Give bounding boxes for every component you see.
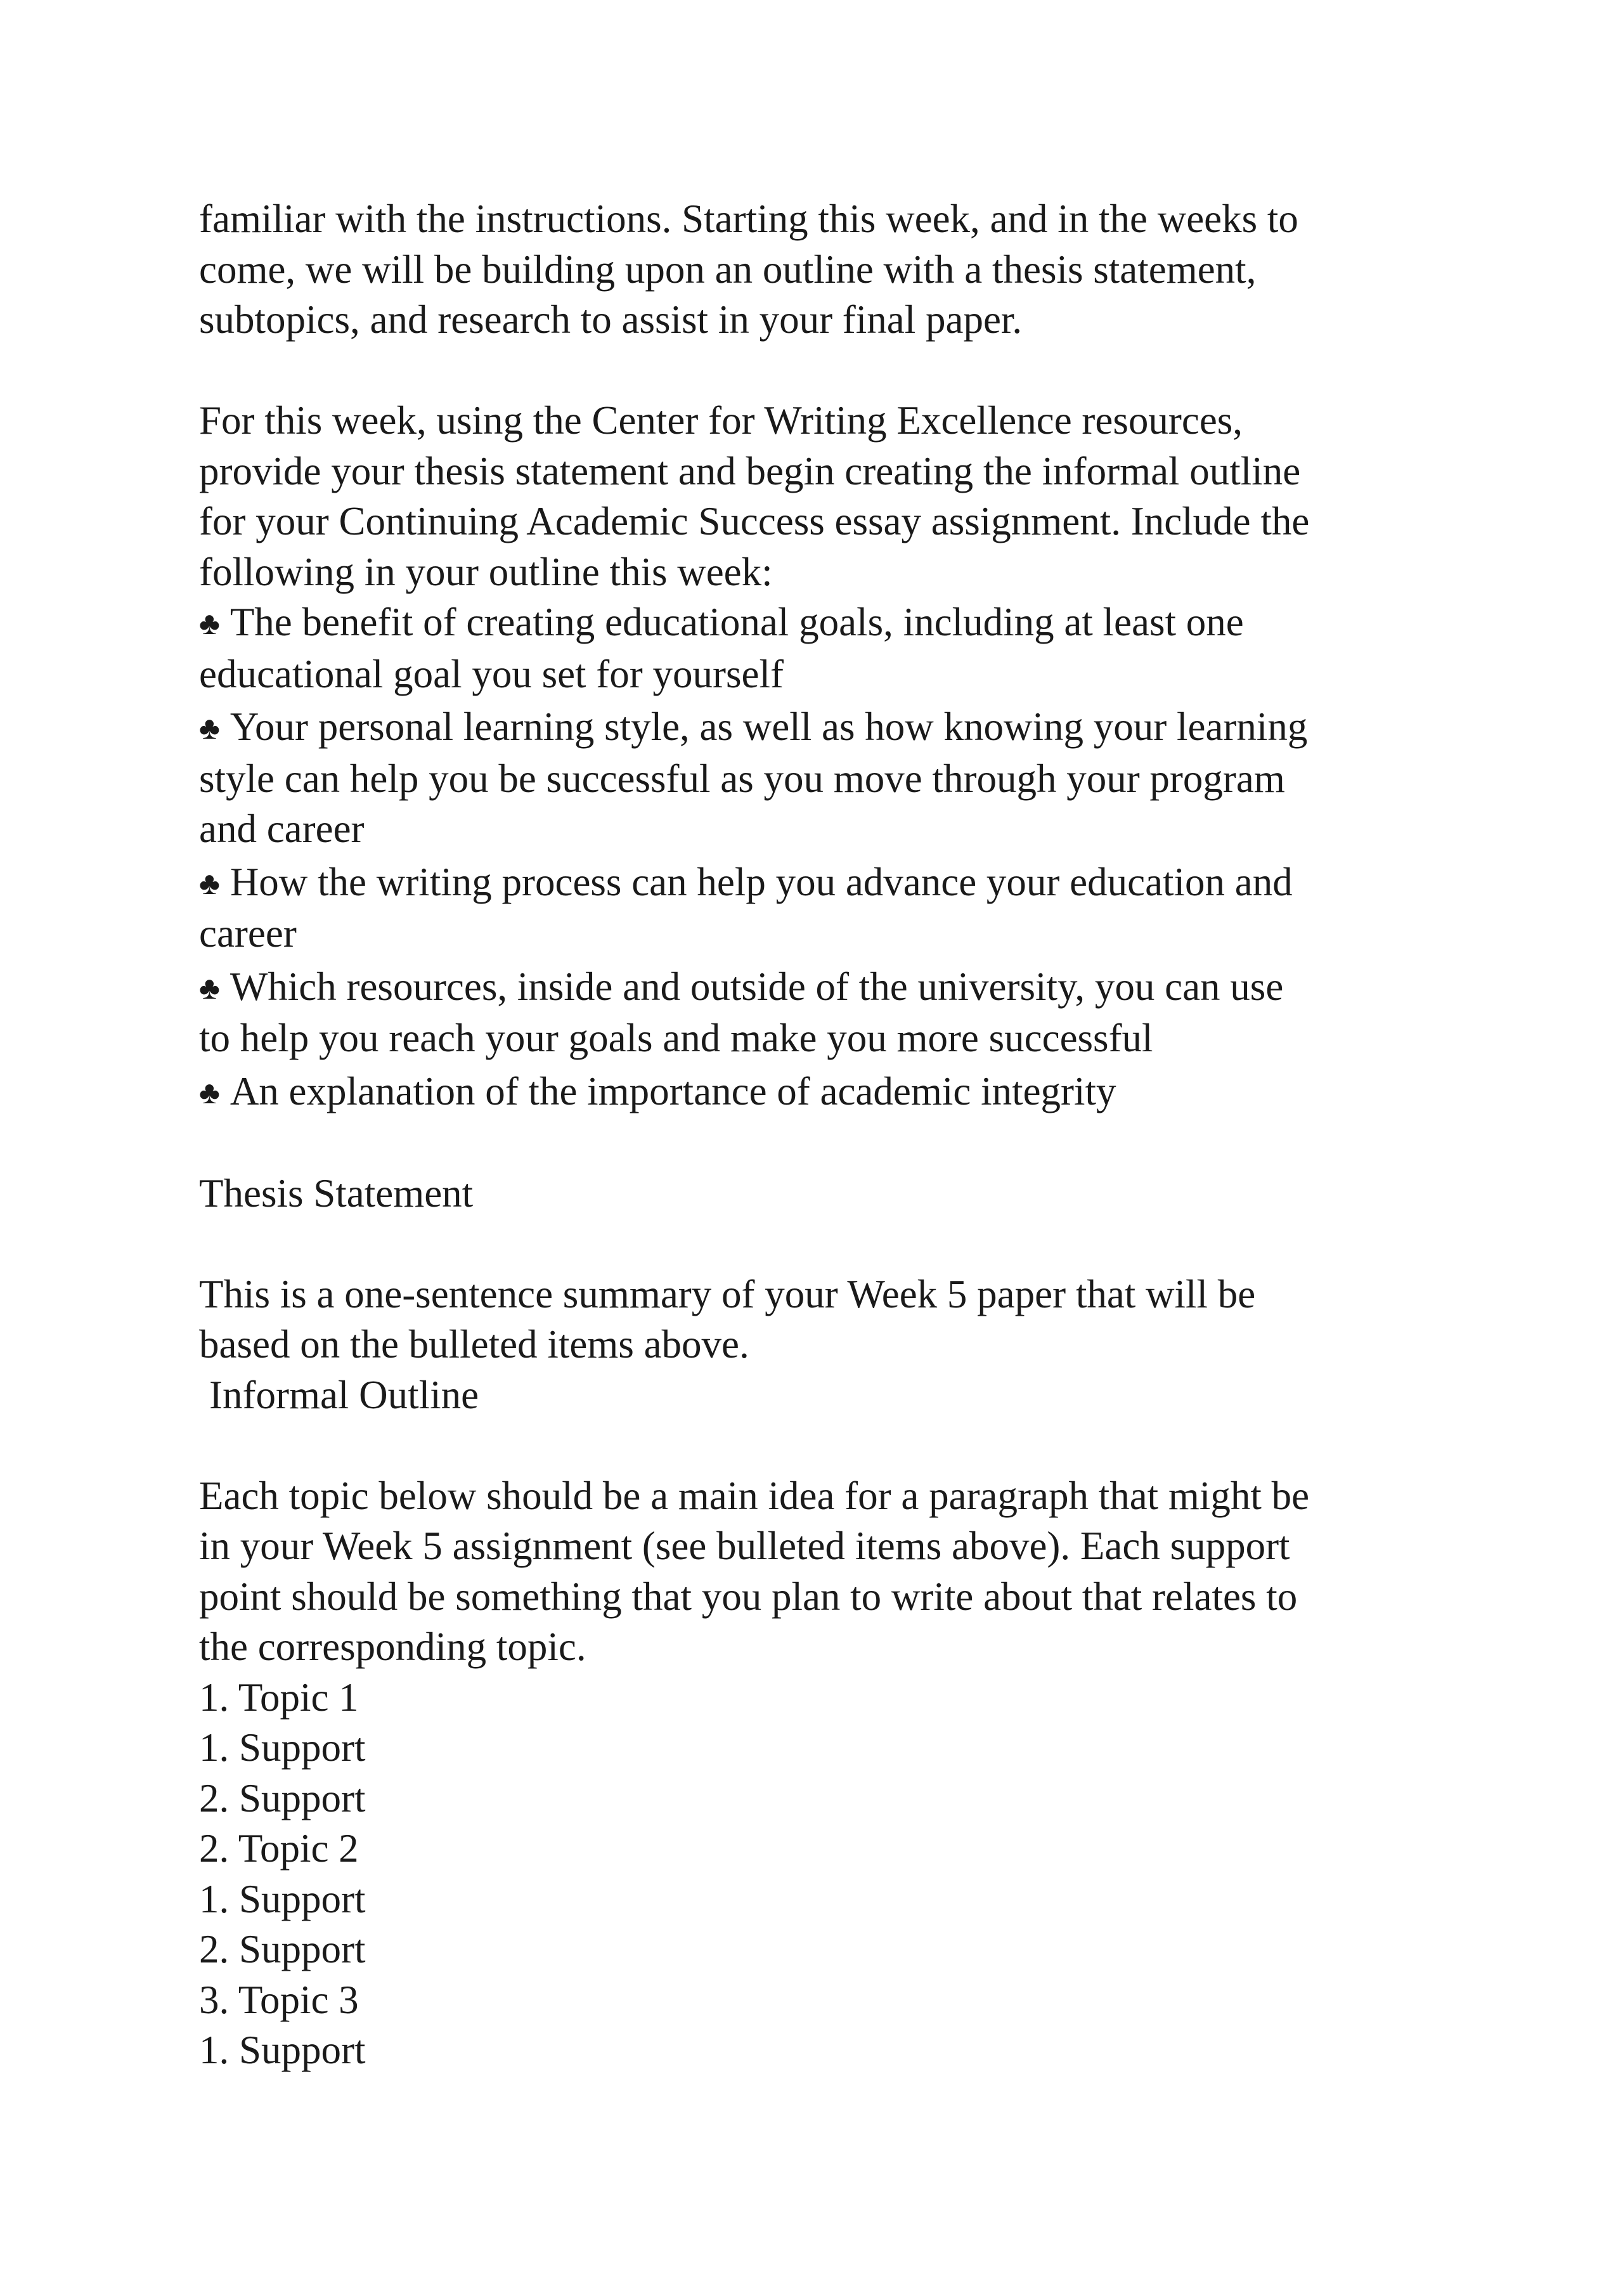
text-line: familiar with the instructions. Starting this week, and in the weeks to	[199, 197, 1298, 241]
text-line: come, we will be building upon an outline with a thesis statement,	[199, 247, 1257, 292]
bullet-text: educational goal you set for yourself	[199, 651, 784, 696]
club-icon: ♣	[199, 606, 220, 641]
bullet-text: The benefit of creating educational goals, including at least one	[230, 600, 1244, 644]
bullet-text: An explanation of the importance of academic integrity	[230, 1068, 1116, 1113]
paragraph-spacer	[199, 346, 1467, 396]
bullet-item	[199, 857, 1467, 959]
bullet-text: style can help you be successful as you move through your program	[199, 756, 1285, 801]
club-icon: ♣	[199, 865, 220, 901]
outline-heading: Informal Outline	[209, 1372, 479, 1417]
thesis-description	[199, 1269, 1467, 1370]
text-line: Each topic below should be a main idea for a paragraph that might be	[199, 1473, 1310, 1518]
instructions-paragraph	[199, 396, 1467, 597]
outline-topic: 3. Topic 3	[199, 1977, 359, 2022]
outline-support: 2. Support	[199, 1775, 366, 1820]
outline-support: 2. Support	[199, 1927, 366, 1971]
bullet-text: to help you reach your goals and make you more successful	[199, 1016, 1153, 1060]
bullet-item	[199, 597, 1467, 699]
club-icon: ♣	[199, 970, 220, 1006]
text-line: for your Continuing Academic Success essay assignment. Include the	[199, 499, 1310, 543]
bullet-text: Which resources, inside and outside of the university, you can use	[230, 964, 1284, 1009]
bullet-text: How the writing process can help you advance your education and	[230, 859, 1293, 904]
outline-topic: 2. Topic 2	[199, 1826, 359, 1871]
bullet-item	[199, 962, 1467, 1064]
club-icon: ♣	[199, 710, 220, 746]
bullet-text: and career	[199, 807, 365, 851]
bullet-text: Your personal learning style, as well as how knowing your learning	[230, 704, 1308, 749]
text-line: point should be something that you plan to write about that relates to	[199, 1574, 1298, 1619]
outline-description	[199, 1471, 1467, 1673]
bullet-text: career	[199, 911, 297, 956]
bullet-item	[199, 1067, 1467, 1119]
club-icon: ♣	[199, 1074, 220, 1110]
outline-list	[199, 1673, 1467, 2076]
text-line: This is a one-sentence summary of your Week 5 paper that will be	[199, 1271, 1256, 1316]
text-line: subtopics, and research to assist in your final paper.	[199, 297, 1023, 342]
outline-support: 1. Support	[199, 1876, 366, 1921]
outline-topic: 1. Topic 1	[199, 1675, 359, 1720]
paragraph-spacer	[199, 1219, 1467, 1269]
text-line: the corresponding topic.	[199, 1625, 586, 1669]
outline-support: 1. Support	[199, 2028, 366, 2072]
document-body	[199, 194, 1467, 2076]
bullet-list	[199, 597, 1467, 1118]
text-line: following in your outline this week:	[199, 549, 773, 594]
text-line: provide your thesis statement and begin creating the informal outline	[199, 448, 1301, 493]
text-line: in your Week 5 assignment (see bulleted items above). Each support	[199, 1524, 1290, 1568]
thesis-heading: Thesis Statement	[199, 1171, 474, 1216]
paragraph-spacer	[199, 1118, 1467, 1169]
text-line: based on the bulleted items above.	[199, 1322, 749, 1366]
bullet-item	[199, 702, 1467, 855]
paragraph-spacer	[199, 1420, 1467, 1471]
intro-paragraph	[199, 194, 1467, 346]
text-line: For this week, using the Center for Writing Excellence resources,	[199, 398, 1243, 443]
outline-support: 1. Support	[199, 1725, 366, 1770]
